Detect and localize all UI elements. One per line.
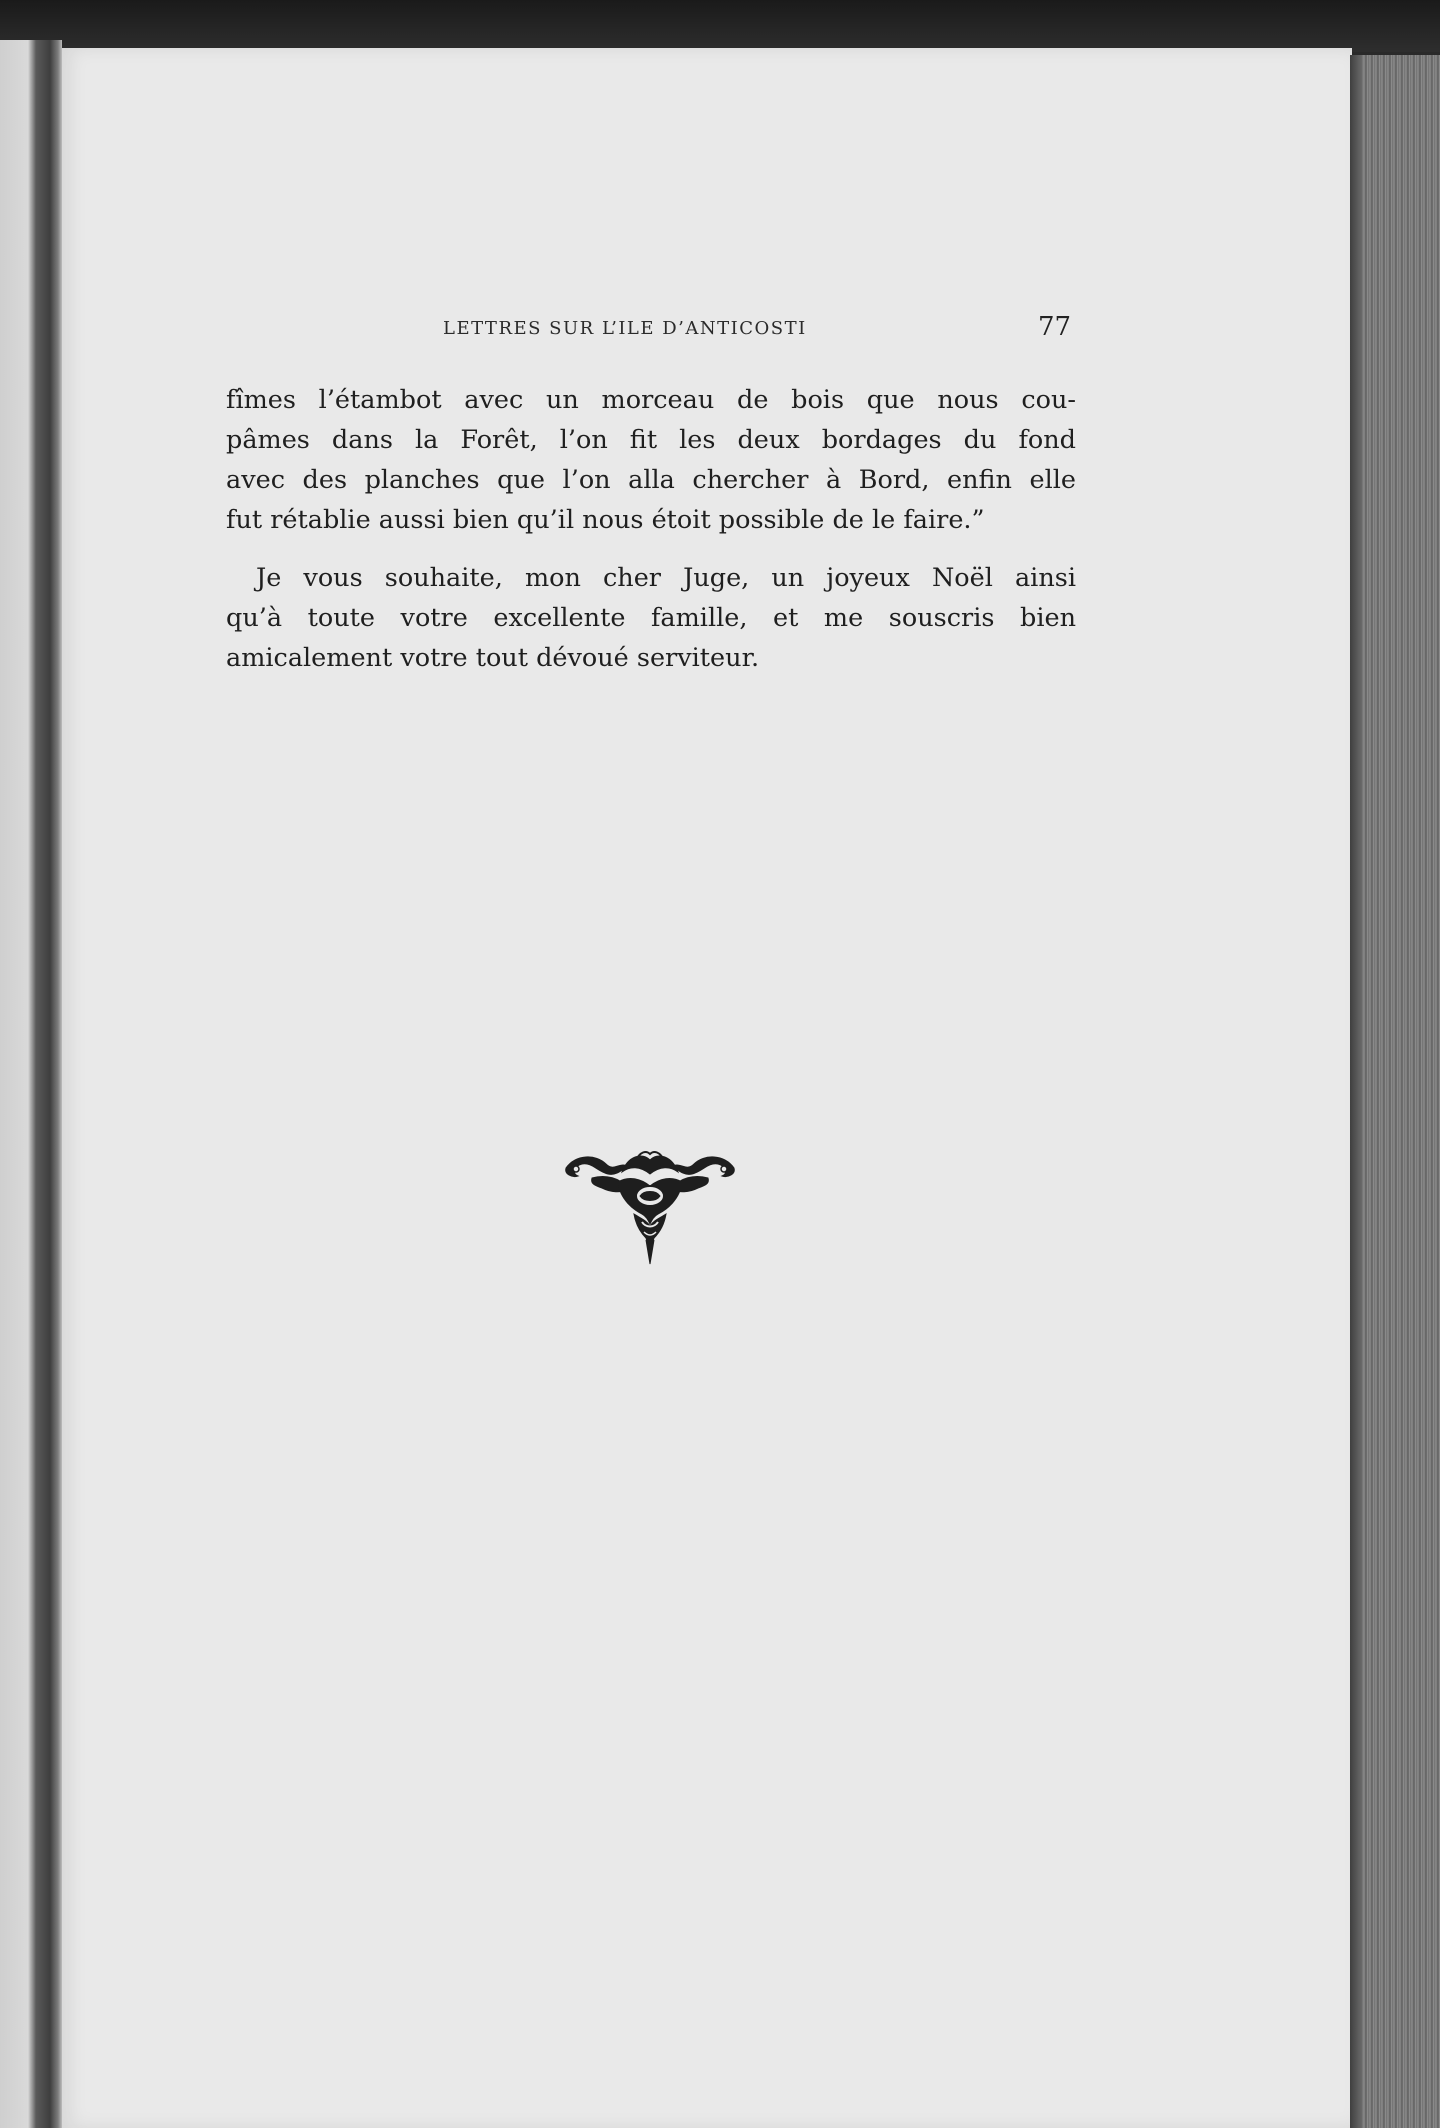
paragraph-1-line: avec des planches que l’on alla chercher à Bord, enfin elle xyxy=(226,465,1076,495)
body-text xyxy=(226,380,1076,678)
paragraph-1-line: pâmes dans la Forêt, l’on fit les deux bordages du fond xyxy=(226,425,1076,455)
book-gutter xyxy=(0,40,62,2128)
scan-top-border xyxy=(0,0,1440,52)
book-page xyxy=(62,48,1352,2128)
page-number: 77 xyxy=(1038,312,1072,342)
paragraph-2-line: Je vous souhaite, mon cher Juge, un joyeux Noël ainsi xyxy=(256,563,1076,593)
page-edges xyxy=(1350,55,1440,2128)
fleuron-ornament-icon xyxy=(562,1148,738,1266)
paragraph-1-line: fut rétablie aussi bien qu’il nous étoit possible de le faire.” xyxy=(226,505,985,535)
paragraph-1-line: fîmes l’étambot avec un morceau de bois que nous cou- xyxy=(226,385,1076,415)
paragraph-2-line: amicalement votre tout dévoué serviteur. xyxy=(226,643,760,673)
paragraph-2-line: qu’à toute votre excellente famille, et me souscris bien xyxy=(226,603,1076,633)
running-head: LETTRES SUR L’ILE D’ANTICOSTI xyxy=(443,318,807,339)
